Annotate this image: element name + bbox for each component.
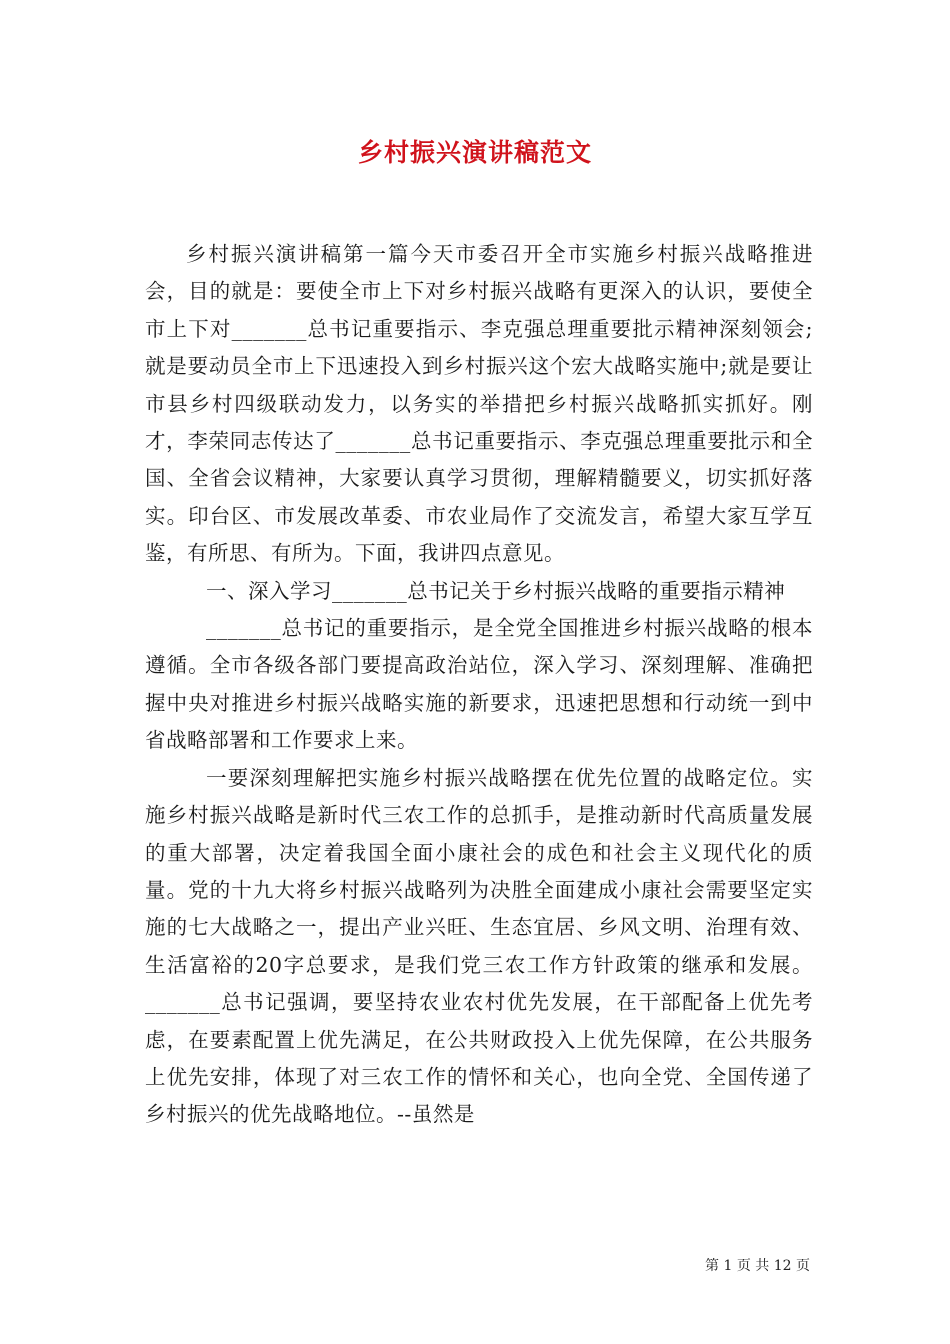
page-number-footer: 第 1 页 共 12 页 [705, 1258, 810, 1274]
section-heading-1: 一、深入学习_______总书记关于乡村振兴战略的重要指示精神 [206, 578, 786, 603]
paragraph-point-1: 一要深刻理解把实施乡村振兴战略摆在优先位置的战略定位。实施乡村振兴战略是新时代三农工作的总抓手，是推动新时代高质量发展的重大部署，决定着我国全面小康社会的成色和社会主义现代化的质量。党的十九大将乡村振兴战略列为决胜全面建成小康社会需要坚定实施的七大战略之一，提出产业兴旺、生态宜居、乡风文明、治理有效、生活富裕的20字总要求，是我们党三农工作方针政策的继承和发展。_______总书记强调，要坚持农业农村优先发展，在干部配备上优先考虑，在要素配置上优先满足，在公共财政投入上优先保障，在公共服务上优先安排，体现了对三农工作的情怀和关心，也向全党、全国传递了乡村振兴的优先战略地位。--虽然是 [145, 765, 813, 1127]
paragraph-intro: 乡村振兴演讲稿第一篇今天市委召开全市实施乡村振兴战略推进会，目的就是：要使全市上下对乡村振兴战略有更深入的认识，要使全市上下对_______总书记重要指示、李克强总理重要批示精神深刻领会;就是要动员全市上下迅速投入到乡村振兴这个宏大战略实施中;就是要让市县乡村四级联动发力，以务实的举措把乡村振兴战略抓实抓好。刚才，李荣同志传达了_______总书记重要指示、李克强总理重要批示和全国、全省会议精神，大家要认真学习贯彻，理解精髓要义，切实抓好落实。印台区、市发展改革委、市农业局作了交流发言，希望大家互学互鉴，有所思、有所为。下面，我讲四点意见。 [145, 242, 813, 566]
paragraph-section-1: _______总书记的重要指示，是全党全国推进乡村振兴战略的根本遵循。全市各级各部门要提高政治站位，深入学习、深刻理解、准确把握中央对推进乡村振兴战略实施的新要求，迅速把思想和行动统一到中省战略部署和工作要求上来。 [145, 616, 813, 753]
document-body [145, 236, 813, 1134]
document-title: 乡村振兴演讲稿范文 [357, 138, 592, 167]
